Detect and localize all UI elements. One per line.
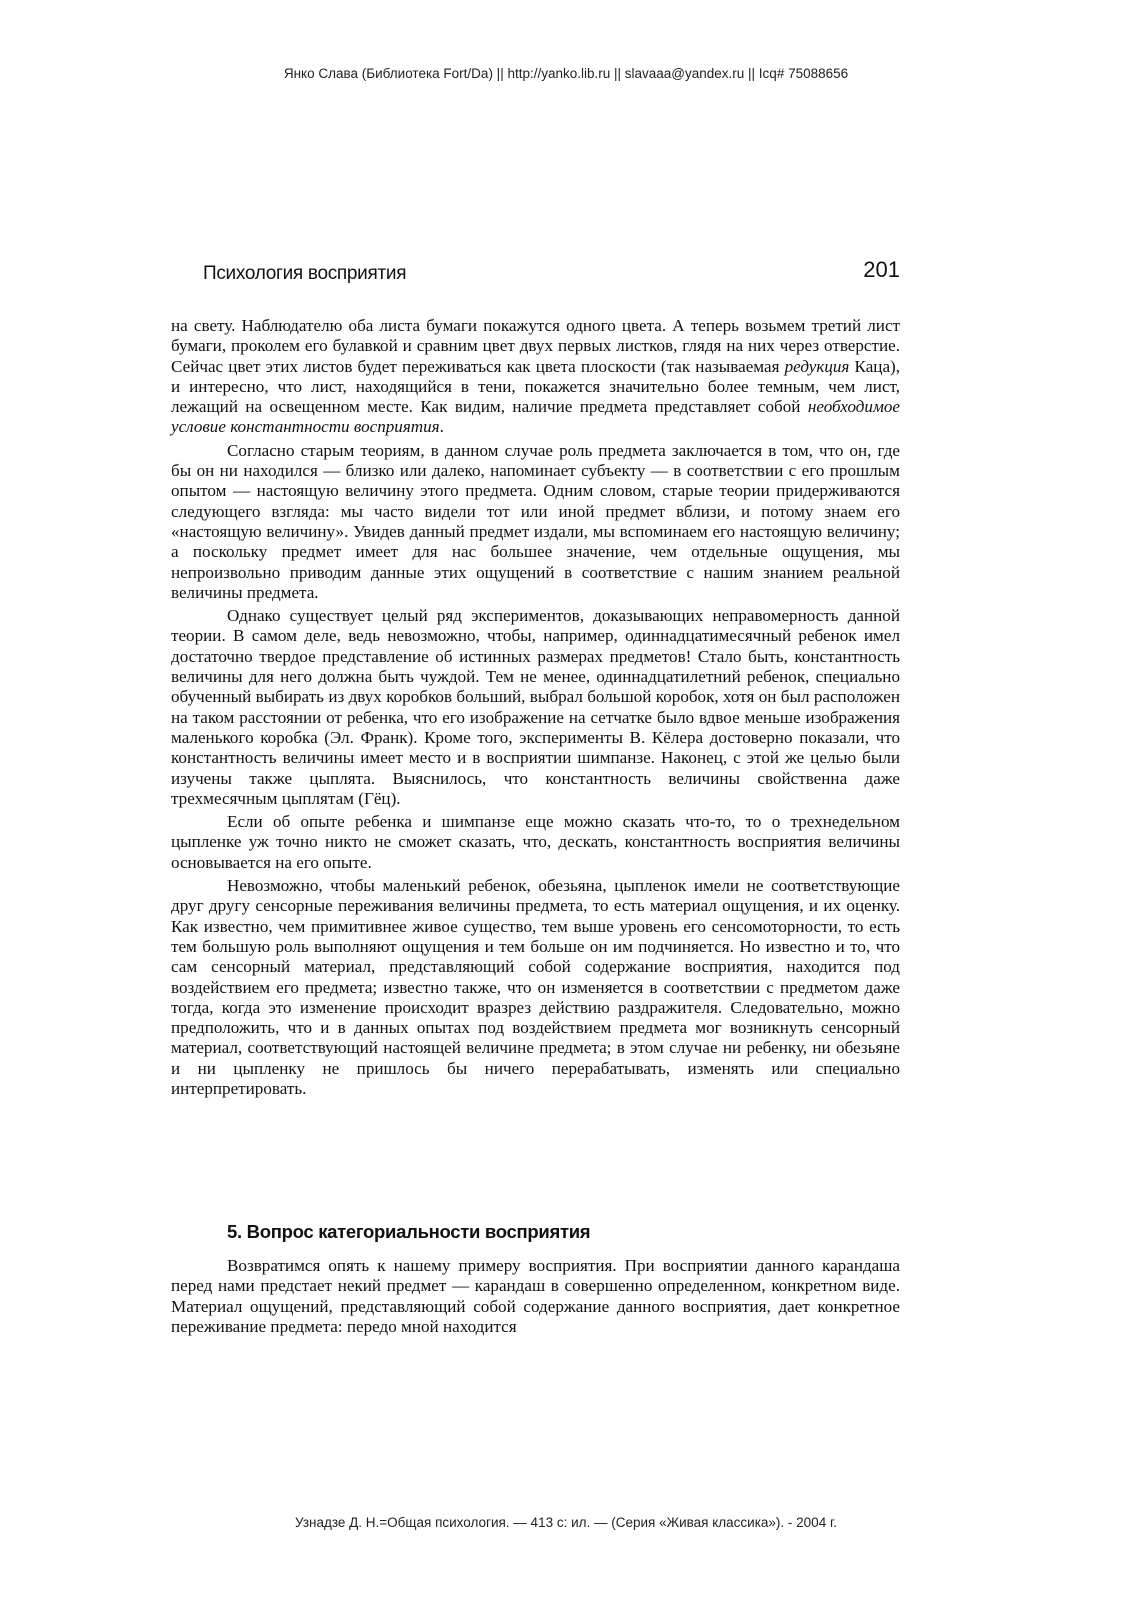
section-heading: 5. Вопрос категориальности восприятия — [227, 1221, 591, 1242]
paragraph-4: Если об опыте ребенка и шимпанзе еще можно сказать что-то, то о трехнедельном цыпленке уж точно никто не сможет сказать, что, дескать, константность восприятия величины основывается на его опыте. — [171, 812, 900, 872]
page-number: 201 — [863, 257, 900, 282]
running-head — [203, 257, 900, 287]
running-head-title: Психология восприятия — [203, 263, 407, 284]
paragraph-2: Согласно старым теориям, в данном случае роль предмета заключается в том, что он, где бы он ни находился — близко или далеко, напоминает субъекту — в соответствии с его прошлым опытом — настоящую величину этого предмета. Одним словом, старые теории придерживаются следующего взгляда: мы часто видели тот или иной предмет вблизи, и потому знаем его «настоящую величину». Увидев данный предмет издали, мы вспоминаем его настоящую величину; а поскольку предмет имеет для нас большее значение, чем отдельные ощущения, мы непроизвольно приводим данные этих ощущений в соответствие с нашим знанием реальной величины предмета. — [171, 440, 900, 602]
paragraph-5: Невозможно, чтобы маленький ребенок, обезьяна, цыпленок имели не соответствующие друг другу сенсорные переживания величины предмета, то есть материал ощущения, и их оценку. Как известно, чем примитивнее живое существо, тем выше уровень его сенсомоторности, то есть тем большую роль выполняют ощущения и тем больше он им подчиняется. Но известно и то, что сам сенсорный материал, представляющий собой содержание восприятия, находится под воздействием его предмета; известно также, что он изменяется в соответствии с предметом даже тогда, когда это изменение происходит вразрез действию раздражителя. Следовательно, можно предположить, что и в данных опытах под воздействием предмета мог возникнуть сенсорный материал, соответствующий настоящей величине предмета; в этом случае ни ребенку, ни обезьяне и ни цыпленку не пришлось бы ничего перерабатывать, изменять или специально интерпретировать. — [171, 876, 900, 1098]
paragraph-1 — [171, 316, 900, 438]
paragraph-1-italic-condition: необходимое условие константности восприятия — [171, 397, 900, 437]
paragraph-3: Однако существует целый ряд экспериментов, доказывающих неправомерность данной теории. В самом деле, ведь невозможно, чтобы, например, одиннадцатимесячный ребенок имел достаточно твердое представление об истинных размерах предметов! Стало быть, константность величины для него должна быть чуждой. Тем не менее, одиннадцатилетний ребенок, специально обученный выбирать из двух коробков больший, выбрал большой коробок, хотя он был расположен на таком расстоянии от ребенка, что его изображение на сетчатке было вдвое меньше изображения маленького коробка (Эл. Франк). Кроме того, эксперименты В. Кёлера достоверно показали, что константность величины имеет место и в восприятии шимпанзе. Наконец, с этой же целью были изучены также цыплята. Выяснилось, что константность величины свойственна даже трехмесячным цыплятам (Гёц). — [171, 606, 900, 808]
section-paragraph-1: Возвратимся опять к нашему примеру восприятия. При восприятии данного карандаша перед нами предстает некий предмет — карандаш в совершенно определенном, конкретном виде. Материал ощущений, представляющий собой содержание данного восприятия, дает конкретное переживание предмета: передо мной находится — [171, 1256, 900, 1336]
bottom-banner: Узнадзе Д. Н.=Общая психология. — 413 с: ил. — (Серия «Живая классика»). - 2004 г. — [295, 1515, 837, 1530]
paragraph-1-italic-reduction: редукция — [784, 356, 850, 376]
paragraph-1-text-a: на свету. Наблюдателю оба листа бумаги покажутся одного цвета. А теперь возьмем третий лист бумаги, проколем его булавкой и сравним цвет двух первых листков, глядя на них через отверстие. Сейчас цвет этих листов будет переживаться как цвета плоскости (так называемая — [171, 316, 900, 376]
body-text — [171, 316, 900, 1099]
paragraph-1-text-c: Каца), и интересно, что лист, находящийся в тени, покажется значительно более темным, чем лист, лежащий на освещенном месте. Как видим, наличие предмета представляет собой — [171, 356, 900, 417]
section-text — [171, 1256, 900, 1337]
paragraph-1-text-e: . — [439, 417, 444, 437]
top-banner: Янко Слава (Библиотека Fort/Da) || http://yanko.lib.ru || slavaaa@yandex.ru || Icq# 75088656 — [283, 66, 849, 81]
